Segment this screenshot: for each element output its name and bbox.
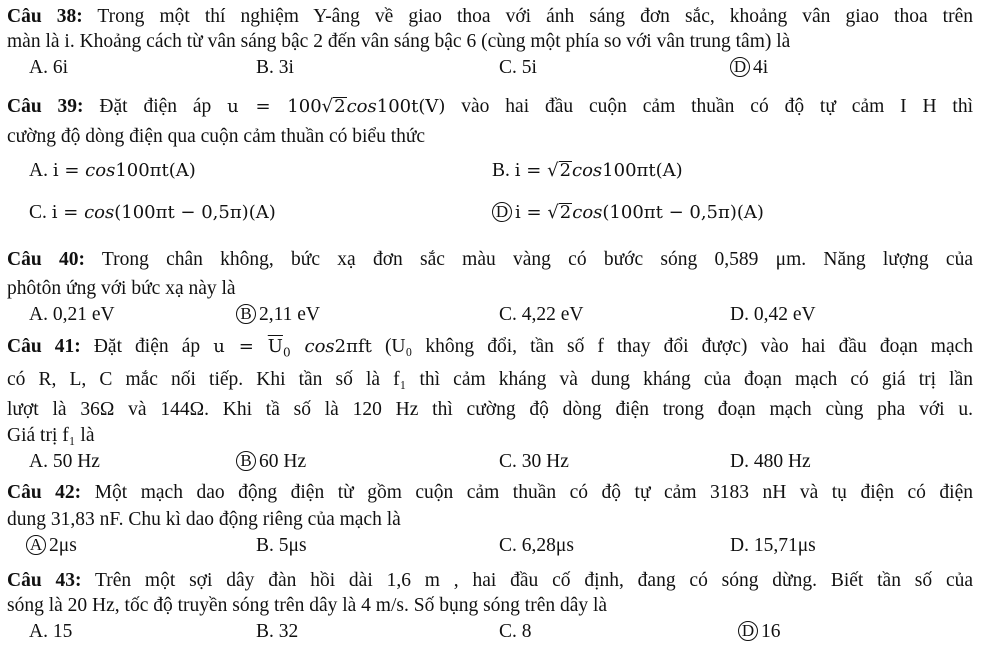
option-a[interactable]: A. 0,21 eV [29, 304, 115, 325]
voltage-equation: u = 100√2cos100t(V) [227, 96, 446, 117]
option-b-selected[interactable]: B 2,11 eV [236, 301, 320, 329]
option-c[interactable]: C. 5i [499, 57, 537, 78]
option-d[interactable]: D. 15,71μs [730, 535, 816, 556]
question-41-line-1: Câu 41: Đặt điện áp $u = \overline{U}_0$ cos2πft (U₀ không đổi, tần số f thay đổi được) vào hai đầu đoạn mạch [7, 336, 974, 360]
answer-circle: D [730, 57, 750, 77]
question-41-line-3: lượt là 36Ω và 144Ω. Khi tầ số là 120 Hz thì cường độ dòng điện trong đoạn mạch cùng pha với u. [7, 399, 973, 420]
question-38-line-2: màn là i. Khoảng cách từ vân sáng bậc 2 đến vân sáng bậc 6 (cùng một phía so với vân trung tâm) là [7, 31, 791, 52]
question-38 [7, 4, 973, 82]
options-row [7, 301, 973, 329]
option-c[interactable]: C. 30 Hz [499, 451, 569, 472]
question-43-line-1: Câu 43: Trên một sợi dây đàn hồi dài 1,6 m , hai đầu cố định, đang có sóng dừng. Biết tần số của [7, 570, 974, 591]
answer-circle: B [236, 451, 256, 471]
question-39 [7, 94, 973, 235]
voltage-equation: $u = \overline{U}_0$ cos2πft [213, 336, 372, 360]
answer-circle: D [738, 621, 758, 641]
options-row [7, 618, 973, 646]
question-43 [7, 568, 973, 646]
question-40-line-2: phôtôn ứng với bức xạ này là [7, 278, 236, 299]
option-a[interactable]: A. i = cos100πt(A) [29, 160, 196, 181]
option-c[interactable]: C. 6,28μs [499, 535, 574, 556]
options-row [7, 151, 973, 193]
answer-circle: A [26, 535, 46, 555]
question-39-line-1: Câu 39: Đặt điện áp u = 100√2cos100t(V) vào hai đầu cuộn cảm thuần có độ tự cảm I H thì [7, 96, 974, 117]
options-row [7, 448, 973, 476]
options-row [7, 54, 973, 82]
option-c[interactable]: C. 8 [499, 621, 532, 642]
question-42-line-2: dung 31,83 nF. Chu kì dao động riêng của mạch là [7, 509, 401, 530]
option-b[interactable]: B. 32 [256, 621, 299, 642]
answer-circle: B [236, 304, 256, 324]
option-b[interactable]: B. 5μs [256, 535, 307, 556]
question-42-line-1: Câu 42: Một mạch dao động điện từ gồm cuộn cảm thuần có độ tự cảm 3183 nH và tụ điện có điện [7, 482, 974, 503]
option-d[interactable]: D. 0,42 eV [730, 304, 816, 325]
options-row [7, 532, 973, 560]
question-41-line-2: có R, L, C mắc nối tiếp. Khi tần số là f₁ thì cảm kháng và dung kháng của đoạn mạch có giá trị lần [7, 369, 973, 390]
question-38-line-1: Câu 38: Trong một thí nghiệm Y-âng về giao thoa với ánh sáng đơn sắc, khoảng vân giao thoa trên [7, 6, 973, 27]
option-d-selected[interactable]: D 4i [730, 54, 768, 82]
option-d-selected[interactable]: D i = √2cos(100πt − 0,5π)(A) [492, 199, 764, 227]
question-label: Câu 38: [7, 6, 83, 27]
option-a[interactable]: A. 50 Hz [29, 451, 100, 472]
question-40-line-1: Câu 40: Trong chân không, bức xạ đơn sắc màu vàng có bước sóng 0,589 μm. Năng lượng của [7, 249, 973, 270]
question-40 [7, 247, 973, 329]
option-a[interactable]: A. 6i [29, 57, 69, 78]
question-42 [7, 480, 973, 560]
options-row [7, 193, 973, 235]
option-c[interactable]: C. 4,22 eV [499, 304, 584, 325]
option-a-selected[interactable]: A 2μs [26, 532, 77, 560]
option-d-selected[interactable]: D 16 [738, 618, 781, 646]
option-c[interactable]: C. i = cos(100πt − 0,5π)(A) [29, 202, 276, 223]
option-d[interactable]: D. 480 Hz [730, 451, 811, 472]
question-41-line-4: Giá trị f₁ là [7, 425, 95, 446]
question-39-line-2: cường độ dòng điện qua cuộn cảm thuần có biểu thức [7, 126, 426, 147]
question-43-line-2: sóng là 20 Hz, tốc độ truyền sóng trên dây là 4 m/s. Số bụng sóng trên dây là [7, 595, 608, 616]
option-b[interactable]: B. 3i [256, 57, 294, 78]
option-b-selected[interactable]: B 60 Hz [236, 448, 306, 476]
question-41 [7, 334, 973, 476]
answer-circle: D [492, 202, 512, 222]
option-a[interactable]: A. 15 [29, 621, 73, 642]
option-b[interactable]: B. i = √2cos100πt(A) [492, 160, 683, 181]
